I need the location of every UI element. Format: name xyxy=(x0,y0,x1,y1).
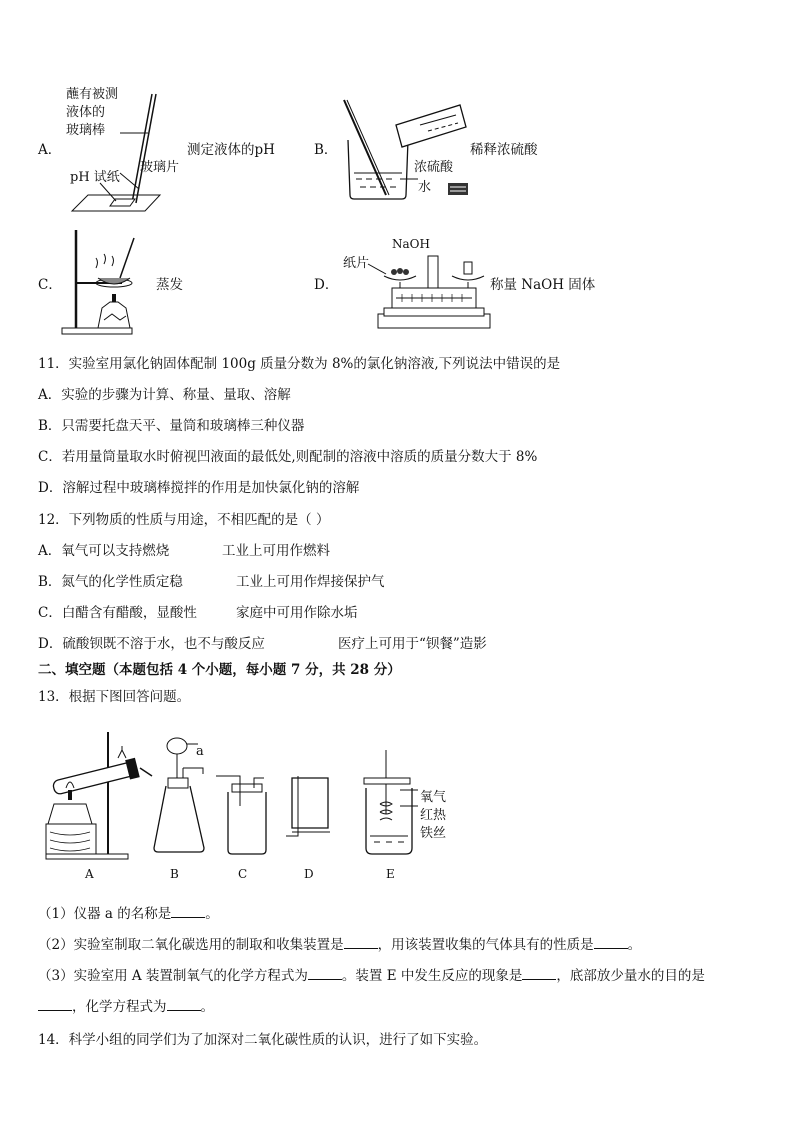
label-water: 水 xyxy=(418,180,432,195)
label-glass-rod-1: 蘸有被测 xyxy=(66,87,119,102)
q12-option-b-prop: B．氮气的化学性质定稳 xyxy=(38,574,183,590)
answer-blank[interactable] xyxy=(38,1000,72,1011)
label-glass-rod-3: 玻璃棒 xyxy=(66,123,106,138)
q11-option-c: C．若用量筒量取水时俯视凹液面的最低处,则配制的溶液中溶质的质量分数大于 8% xyxy=(38,449,538,465)
label-red-hot: 红热 xyxy=(420,808,447,823)
q13-stem: 13．根据下图回答问题。 xyxy=(38,689,191,705)
q11-option-d: D．溶解过程中玻璃棒搅拌的作用是加快氯化钠的溶解 xyxy=(38,480,360,496)
q11-option-a: A．实验的步骤为计算、称量、量取、溶解 xyxy=(38,387,291,403)
label-device-a: A xyxy=(85,867,94,881)
answer-blank[interactable] xyxy=(171,907,205,918)
option-b-letter: B． xyxy=(314,142,338,158)
label-device-d: D xyxy=(304,867,314,881)
label-instrument-a: a xyxy=(196,744,204,759)
label-device-c: C xyxy=(238,867,248,881)
option-b-desc: 稀释浓硫酸 xyxy=(470,142,538,158)
label-ph-paper: pH 试纸 xyxy=(70,170,120,185)
section-heading: 二、填空题（本题包括 4 个小题，每小题 7 分，共 28 分） xyxy=(38,662,401,678)
q13-part-1: （1）仪器 a 的名称是 。 xyxy=(38,906,219,922)
label-naoh: NaOH xyxy=(392,237,430,251)
q12-option-d-prop: D．硫酸钡既不溶于水，也不与酸反应 xyxy=(38,636,265,652)
dilute-acid-diagram xyxy=(340,95,470,205)
option-a-desc: 测定液体的pH xyxy=(187,142,275,158)
q12-option-b-use: 工业上可用作焊接保护气 xyxy=(236,574,385,590)
label-iron-wire: 铁丝 xyxy=(420,826,447,841)
q13-part-3-cont: ，化学方程式为 。 xyxy=(38,999,214,1015)
q13-part-2: （2）实验室制取二氧化碳选用的制取和收集装置是 ，用该装置收集的气体具有的性质是 。 xyxy=(38,937,642,953)
q12-option-a-prop: A．氧气可以支持燃烧 xyxy=(38,543,170,559)
q11-option-b: B．只需要托盘天平、量筒和玻璃棒三种仪器 xyxy=(38,418,305,434)
label-device-e: E xyxy=(386,867,395,881)
q12-option-d-use: 医疗上可用于“钡餐”造影 xyxy=(338,636,487,652)
option-c-desc: 蒸发 xyxy=(156,277,183,293)
ph-test-diagram xyxy=(60,85,170,215)
q12-stem: 12．下列物质的性质与用途，不相匹配的是（ ） xyxy=(38,512,330,528)
q13-part-3: （3）实验室用 A 装置制氧气的化学方程式为 。装置 E 中发生反应的现象是 ，底部放少量水的目的是 xyxy=(38,968,705,984)
answer-blank[interactable] xyxy=(594,938,628,949)
evaporation-diagram xyxy=(60,228,140,338)
option-d-letter: D． xyxy=(314,277,339,293)
answer-blank[interactable] xyxy=(522,969,556,980)
option-d-desc: 称量 NaOH 固体 xyxy=(490,277,596,293)
label-glass-rod-2: 液体的 xyxy=(66,105,106,120)
q14-stem: 14．科学小组的同学们为了加深对二氧化碳性质的认识，进行了如下实验。 xyxy=(38,1032,488,1048)
q12-option-c-use: 家庭中可用作除水垢 xyxy=(236,605,358,621)
answer-blank[interactable] xyxy=(344,938,378,949)
label-oxygen: 氧气 xyxy=(420,790,447,805)
q12-option-a-use: 工业上可用作燃料 xyxy=(222,543,330,559)
answer-blank[interactable] xyxy=(308,969,342,980)
label-paper: 纸片 xyxy=(343,256,370,271)
option-c-letter: C． xyxy=(38,277,62,293)
q13-apparatus-figure xyxy=(40,728,460,863)
q12-option-c-prop: C．白醋含有醋酸，显酸性 xyxy=(38,605,197,621)
option-a-letter: A． xyxy=(38,142,62,158)
q11-stem: 11．实验室用氯化钠固体配制 100g 质量分数为 8%的氯化钠溶液,下列说法中错误的是 xyxy=(38,356,561,372)
label-conc-acid: 浓硫酸 xyxy=(414,160,454,175)
answer-blank[interactable] xyxy=(167,1000,201,1011)
label-glass-plate: 玻璃片 xyxy=(140,160,180,175)
label-device-b: B xyxy=(170,867,179,881)
balance-diagram xyxy=(372,252,496,332)
